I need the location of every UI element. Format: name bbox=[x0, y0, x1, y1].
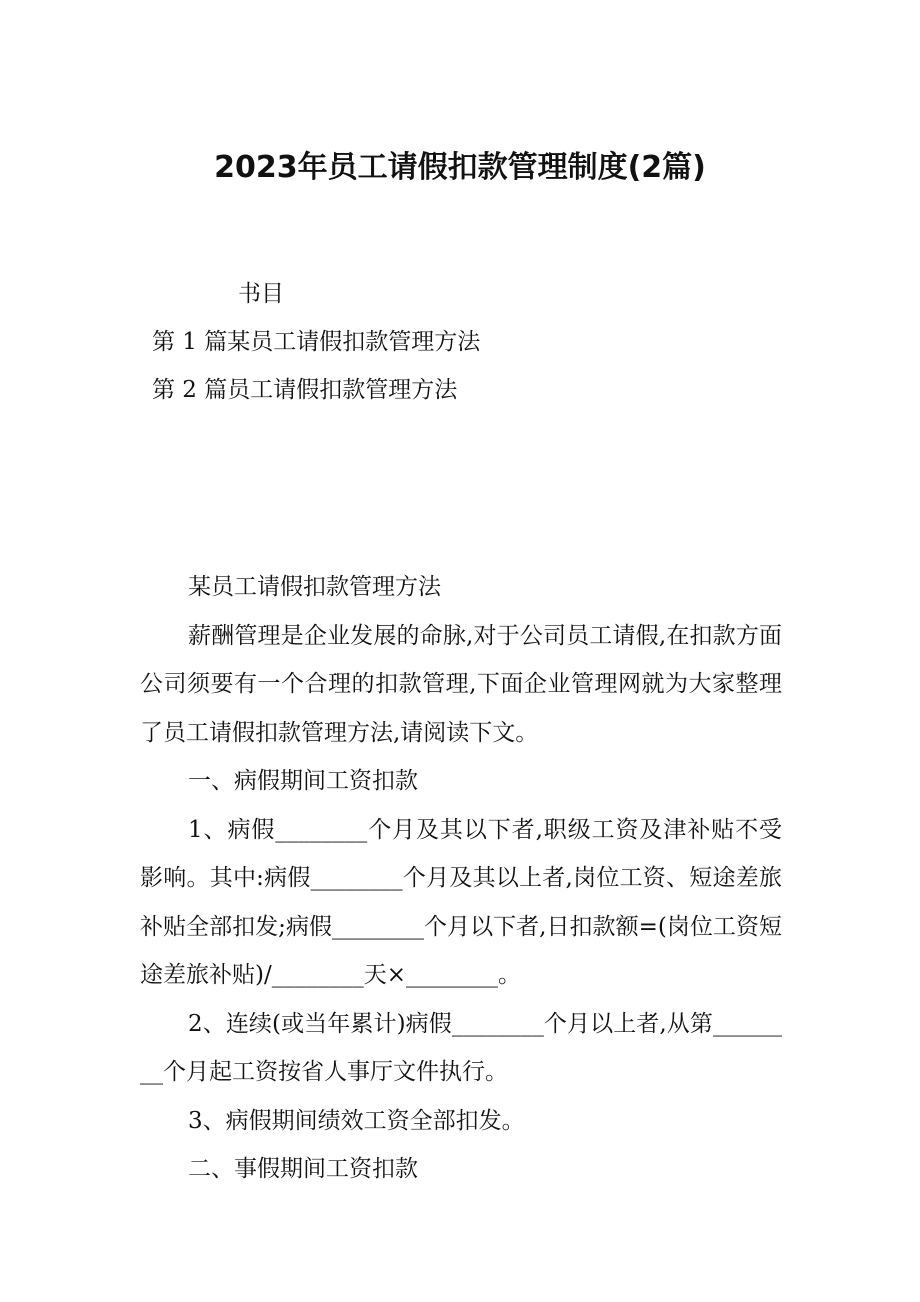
body-paragraph: 薪酬管理是企业发展的命脉,对于公司员工请假,在扣款方面公司须要有一个合理的扣款管理,下面企业管理网就为大家整理了员工请假扣款管理方法,请阅读下文。 bbox=[140, 622, 782, 746]
document-body bbox=[140, 563, 782, 1194]
section-heading: 某员工请假扣款管理方法 bbox=[188, 574, 441, 600]
toc-item: 第 2 篇员工请假扣款管理方法 bbox=[152, 377, 458, 403]
body-paragraph: 2、连续(或当年累计)病假________个月以上者,从第________个月起工资按省人事厅文件执行。 bbox=[140, 1010, 782, 1085]
document-title: 2023年员工请假扣款管理制度(2篇) bbox=[214, 150, 706, 185]
toc-heading: 书目 bbox=[238, 281, 284, 307]
body-paragraph: 3、病假期间绩效工资全部扣发。 bbox=[188, 1107, 525, 1134]
toc-item: 第 1 篇某员工请假扣款管理方法 bbox=[152, 329, 481, 355]
section-heading: 二、事假期间工资扣款 bbox=[188, 1156, 418, 1182]
section-heading: 一、病假期间工资扣款 bbox=[188, 768, 418, 794]
body-paragraph: 1、病假________个月及其以下者,职级工资及津补贴不受影响。其中:病假________个月及其以上者,岗位工资、短途差旅补贴全部扣发;病假________个月以下者,日扣款额=(岗位工资短途差旅补贴)/________天×________。 bbox=[140, 816, 782, 988]
